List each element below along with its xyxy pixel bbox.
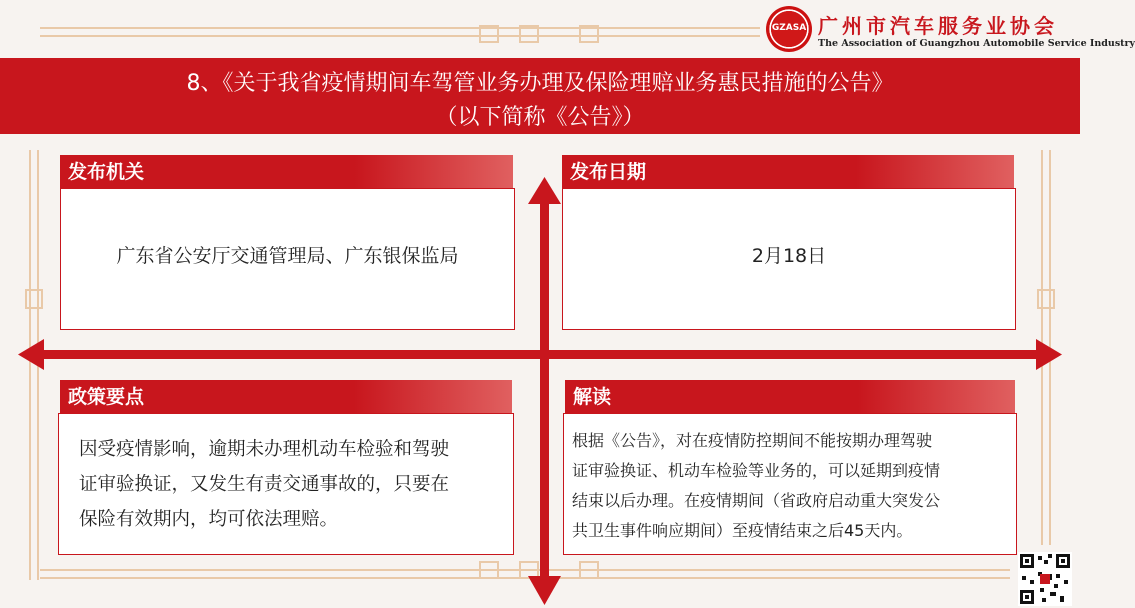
date-heading: 发布日期	[562, 155, 1014, 189]
issuer-heading: 发布机关	[60, 155, 513, 189]
interpretation-text	[572, 426, 940, 546]
policy-line: 证审验换证，又发生有责交通事故的，只要在	[79, 474, 450, 495]
emblem-icon: GZASA	[766, 6, 812, 52]
qr-code-icon	[1018, 552, 1072, 606]
org-name-cn: 广州市汽车服务业协会	[818, 14, 1058, 38]
issuer-panel	[60, 188, 515, 330]
issuer-text: 广东省公安厅交通管理局、广东银保监局	[116, 245, 459, 267]
interpretation-panel	[563, 413, 1017, 555]
title-line-1: 8、《关于我省疫情期间车驾管业务办理及保险理赔业务惠民措施的公告》	[186, 71, 894, 96]
interpretation-heading: 解读	[565, 380, 1015, 414]
policy-text	[79, 432, 449, 537]
interpretation-line: 结束以后办理。在疫情期间（省政府启动重大突发公	[572, 491, 941, 510]
interpretation-line: 根据《公告》，对在疫情防控期间不能按期办理驾驶	[572, 431, 933, 450]
policy-line: 保险有效期内，均可依法理赔。	[79, 509, 339, 530]
title-line-2: （以下简称《公告》）	[435, 105, 645, 130]
policy-heading: 政策要点	[60, 380, 512, 414]
policy-line: 因受疫情影响，逾期未办理机动车检验和驾驶	[79, 439, 450, 460]
policy-panel	[58, 413, 514, 555]
org-name-en: The Association of Guangzhou Automobile Service Industry	[818, 38, 1135, 49]
date-text: 2月18日	[751, 245, 827, 267]
interpretation-line: 证审验换证、机动车检验等业务的，可以延期到疫情	[572, 461, 941, 480]
interpretation-line: 共卫生事件响应期间）至疫情结束之后45天内。	[572, 521, 913, 540]
date-panel	[562, 188, 1016, 330]
